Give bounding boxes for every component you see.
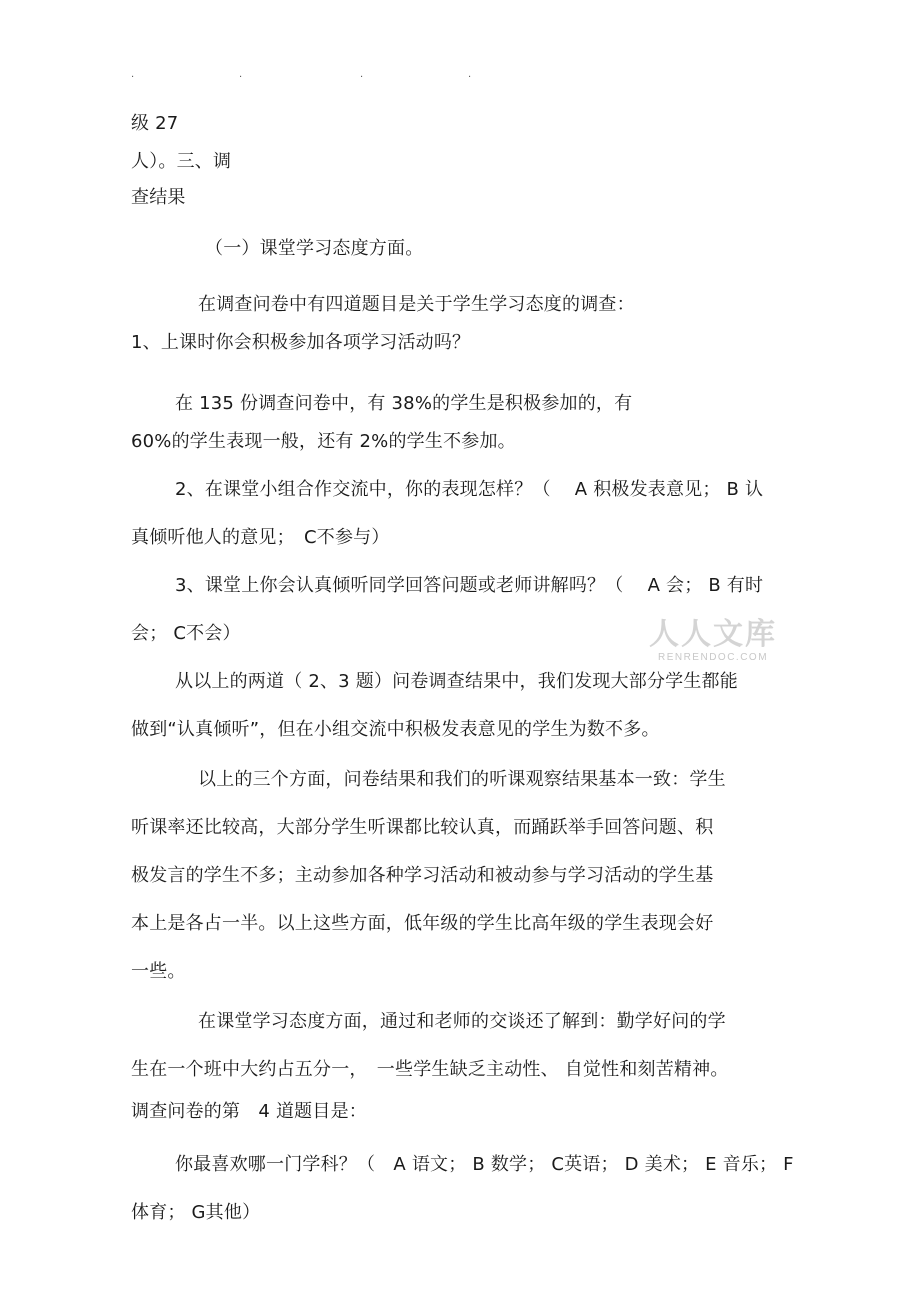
section-heading: （一）课堂学习态度方面。 [205,238,424,259]
text-line: 以上的三个方面，问卷结果和我们的听课观察结果基本一致：学生 [198,769,726,790]
question-1: 1、上课时你会积极参加各项学习活动吗？ [131,332,471,353]
question-3: 3、课堂上你会认真倾听同学回答问题或老师讲解吗？（ A 会； B 有时 [175,575,764,596]
text-line: 会； C不会） [131,623,241,644]
text-line: 在 135 份调查问卷中，有 38%的学生是积极参加的，有 [175,393,633,414]
text-line: 生在一个班中大约占五分一， 一些学生缺乏主动性、 自觉性和刻苦精神。 [131,1059,729,1080]
question-2: 2、在课堂小组合作交流中，你的表现怎样？（ A 积极发表意见； B 认 [175,479,764,500]
text-line: 60%的学生表现一般，还有 2%的学生不参加。 [131,431,516,452]
watermark-title: 人人文库 [649,617,777,652]
text-line: 一些。 [131,961,186,982]
watermark-subtitle: RENRENDOC.COM [657,652,769,663]
text-line: 级 27 [131,113,179,134]
watermark-logo [648,618,778,664]
text-line: 人）。三、调 [131,151,232,172]
question-4: 你最喜欢哪一门学科？（ A 语文； B 数学； C英语； D 美术； E 音乐； F [175,1154,794,1175]
text-line: 听课率还比较高，大部分学生听课都比较认真，而踊跃举手回答问题、积 [131,817,714,838]
header-dot: . [239,69,243,80]
text-line: 极发言的学生不多；主动参加各种学习活动和被动参与学习活动的学生基 [131,865,714,886]
text-line: 调查问卷的第 4 道题目是： [131,1101,367,1122]
text-line: 体育； G其他） [131,1202,261,1223]
text-line: 在课堂学习态度方面，通过和老师的交谈还了解到：勤学好问的学 [198,1011,726,1032]
header-dot: . [131,69,135,80]
text-line: 做到“认真倾听”，但在小组交流中积极发表意见的学生为数不多。 [131,719,660,740]
text-line: 真倾听他人的意见； C不参与） [131,527,390,548]
text-line: 从以上的两道（ 2、3 题）问卷调查结果中，我们发现大部分学生都能 [175,671,738,692]
text-line: 在调查问卷中有四道题目是关于学生学习态度的调查： [198,294,635,315]
text-line: 本上是各占一半。以上这些方面，低年级的学生比高年级的学生表现会好 [131,913,714,934]
header-dot: . [468,69,472,80]
header-dot: . [360,69,364,80]
text-line: 查结果 [131,187,186,208]
